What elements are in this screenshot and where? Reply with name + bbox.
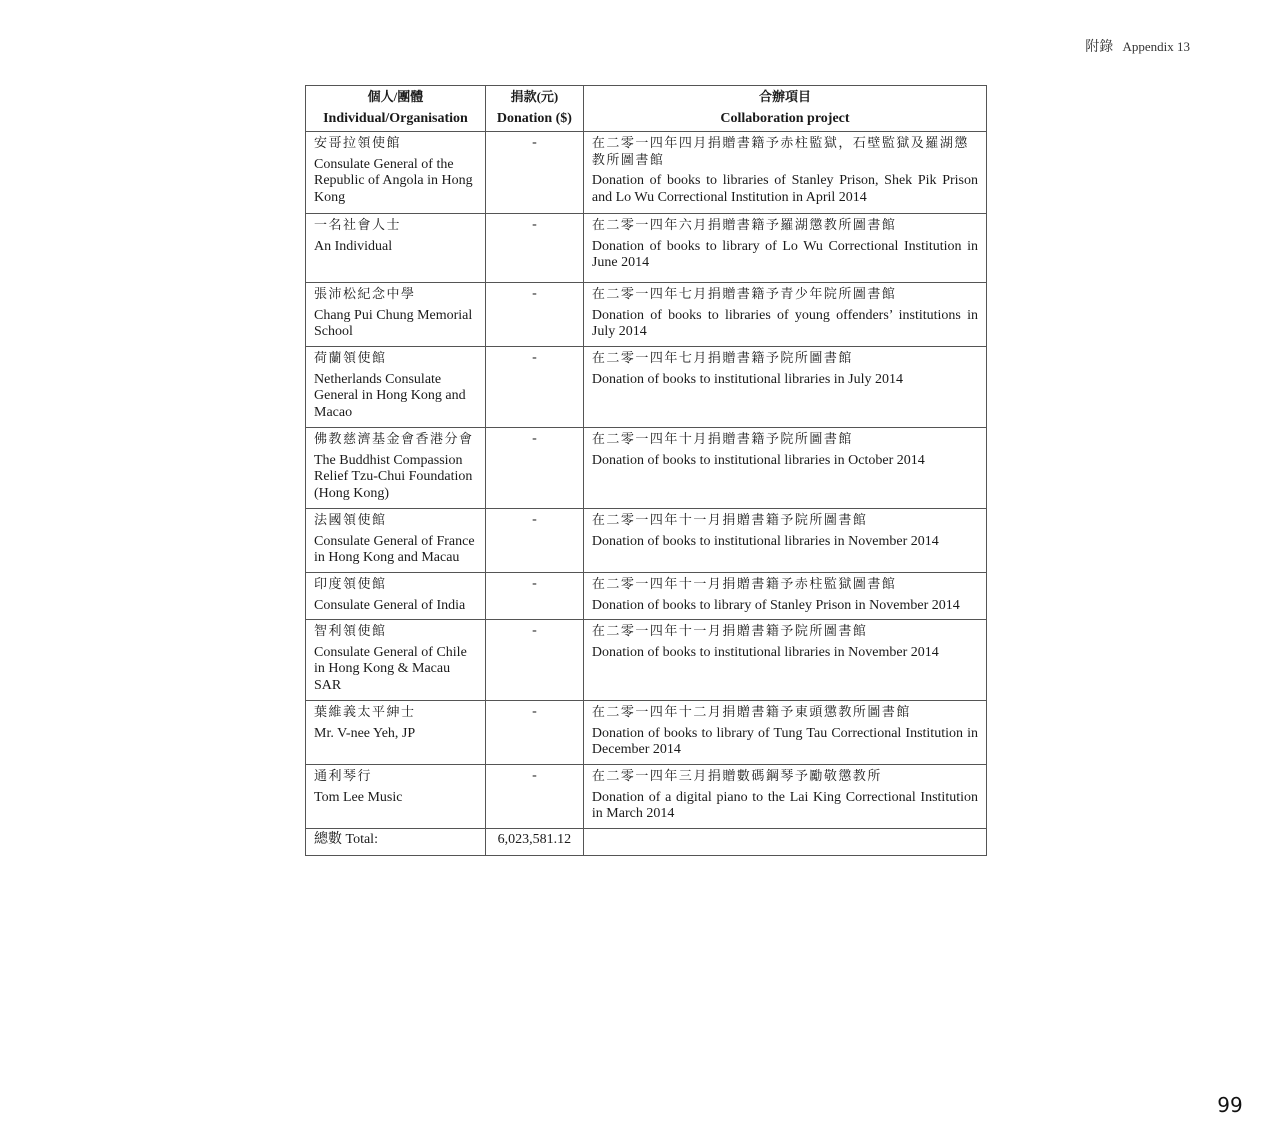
page-number: 99 [1217,1093,1243,1117]
org-cell: 張沛松紀念中學 Chang Pui Chung Memorial School [306,283,486,347]
col-header-donation: 捐款(元) Donation ($) [485,86,583,132]
amount-cell: - [485,214,583,283]
project-cell: 在二零一四年六月捐贈書籍予羅湖懲教所圖書館 Donation of books to library of Lo Wu Correctional Institution in June 2014 [583,214,986,283]
org-cell: 葉維義太平紳士 Mr. V-nee Yeh, JP [306,701,486,765]
amount-cell: - [485,701,583,765]
total-row [306,829,987,856]
amount-cell: - [485,509,583,573]
org-cell: 一名社會人士 An Individual [306,214,486,283]
org-cell: 荷蘭領使館 Netherlands Consulate General in Hong Kong and Macao [306,347,486,428]
amount-cell: - [485,573,583,620]
header-appendix-zh: 附錄 [1085,40,1114,55]
table-row [306,573,987,620]
project-cell: 在二零一四年十二月捐贈書籍予東頭懲教所圖書館 Donation of books to library of Tung Tau Correctional Institution in December 2014 [583,701,986,765]
table-row [306,283,987,347]
project-cell: 在二零一四年三月捐贈數碼鋼琴予勵敬懲教所 Donation of a digital piano to the Lai King Correctional Institution in March 2014 [583,765,986,829]
org-cell: 通利琴行 Tom Lee Music [306,765,486,829]
table-row [306,214,987,283]
amount-cell: - [485,283,583,347]
project-cell: 在二零一四年十一月捐贈書籍予院所圖書館 Donation of books to institutional libraries in November 2014 [583,509,986,573]
amount-cell: - [485,428,583,509]
project-cell: 在二零一四年七月捐贈書籍予院所圖書館 Donation of books to institutional libraries in July 2014 [583,347,986,428]
amount-cell: - [485,620,583,701]
org-cell: 法國領使館 Consulate General of France in Hong Kong and Macau [306,509,486,573]
project-cell: 在二零一四年十一月捐贈書籍予院所圖書館 Donation of books to institutional libraries in November 2014 [583,620,986,701]
total-empty-cell [583,829,986,856]
project-cell: 在二零一四年四月捐贈書籍予赤柱監獄，石壁監獄及羅湖懲教所圖書館 Donation of books to libraries of Stanley Prison, Shek Pik Prison and Lo Wu Correctional Institution in April 2014 [583,132,986,214]
amount-cell: - [485,765,583,829]
running-header [1085,36,1190,56]
amount-cell: - [485,347,583,428]
total-amount: 6,023,581.12 [485,829,583,856]
project-cell: 在二零一四年十月捐贈書籍予院所圖書館 Donation of books to institutional libraries in October 2014 [583,428,986,509]
total-label: 總數 Total: [306,829,486,856]
col-header-organisation: 個人/團體 Individual/Organisation [306,86,486,132]
table-row [306,509,987,573]
amount-cell: - [485,132,583,214]
table-row [306,347,987,428]
header-appendix-en: Appendix 13 [1122,39,1190,54]
org-cell: 安哥拉領使館 Consulate General of the Republic of Angola in Hong Kong [306,132,486,214]
col-header-project: 合辦項目 Collaboration project [583,86,986,132]
table-row [306,765,987,829]
table-header-row [306,86,987,132]
table-row [306,620,987,701]
project-cell: 在二零一四年十一月捐贈書籍予赤柱監獄圖書館 Donation of books to library of Stanley Prison in November 2014 [583,573,986,620]
project-cell: 在二零一四年七月捐贈書籍予青少年院所圖書館 Donation of books to libraries of young offenders’ institutions in July 2014 [583,283,986,347]
table-row [306,701,987,765]
donations-table [305,85,987,856]
table-row [306,428,987,509]
org-cell: 佛教慈濟基金會香港分會 The Buddhist Compassion Relief Tzu-Chui Foundation (Hong Kong) [306,428,486,509]
org-cell: 智利領使館 Consulate General of Chile in Hong Kong & Macau SAR [306,620,486,701]
org-cell: 印度領使館 Consulate General of India [306,573,486,620]
table-row [306,132,987,214]
